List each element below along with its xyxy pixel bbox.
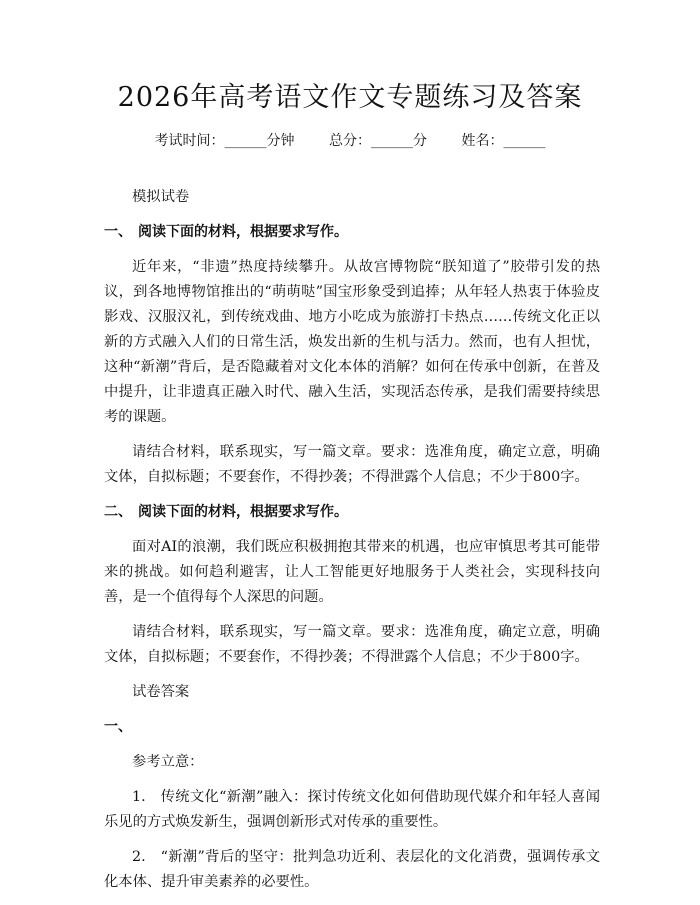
reference-ideas-label: 参考立意： xyxy=(132,754,204,770)
reference-idea-1: 1. 传统文化“新潮”融入：探讨传统文化如何借助现代媒介和年轻人喜闻乐见的方式焕发新生，强调创新形式对传承的重要性。 xyxy=(104,789,600,830)
exam-info xyxy=(0,130,700,152)
section-label-paper: 模拟试卷 xyxy=(132,189,190,205)
question-1-heading xyxy=(104,220,600,245)
question-2-instruction: 阅读下面的材料，根据要求写作。 xyxy=(138,504,348,520)
question-2-requirement: 请结合材料，联系现实，写一篇文章。要求：选准角度，确定立意，明确文体，自拟标题；不要套作，不得抄袭；不得泄露个人信息；不少于800字。 xyxy=(104,624,600,665)
page-title: 2026年高考语文作文专题练习及答案 xyxy=(117,82,583,113)
document-body xyxy=(104,185,600,905)
question-1-number: 一、 xyxy=(104,224,132,240)
question-1-instruction: 阅读下面的材料，根据要求写作。 xyxy=(138,224,348,240)
answer-1-number: 一、 xyxy=(104,719,132,735)
total-score-field: 总分：______分 xyxy=(329,133,427,149)
question-1-requirement: 请结合材料，联系现实，写一篇文章。要求：选准角度，确定立意，明确文体，自拟标题；不要套作，不得抄袭；不得泄露个人信息；不少于800字。 xyxy=(104,444,600,485)
question-2-material: 面对AI的浪潮，我们既应积极拥抱其带来的机遇，也应审慎思考其可能带来的挑战。如何趋利避害，让人工智能更好地服务于人类社会，实现科技向善，是一个值得每个人深思的问题。 xyxy=(104,539,600,605)
question-2-heading xyxy=(104,500,600,525)
exam-time-field: 考试时间：______分钟 xyxy=(154,133,295,149)
question-2-number: 二、 xyxy=(104,504,132,520)
question-1-material: 近年来，“非遗”热度持续攀升。从故宫博物院“朕知道了”胶带引发的热议，到各地博物馆推出的“萌萌哒”国宝形象受到追捧；从年轻人热衷于体验皮影戏、汉服汉礼，到传统戏曲、地方小吃成为旅游打卡热点……传统文化正以新的方式融入人们的日常生活，焕发出新的生机与活力。然而，也有人担忧，这种“新潮”背后，是否隐藏着对文化本体的消解？如何在传承中创新，在普及中提升，让非遗真正融入时代、融入生活，实现活态传承，是我们需要持续思考的课题。 xyxy=(104,259,600,425)
student-name-field: 姓名：______ xyxy=(461,133,546,149)
reference-idea-2: 2. “新潮”背后的坚守：批判急功近利、表层化的文化消费，强调传承文化本体、提升审美素养的必要性。 xyxy=(104,849,600,890)
section-label-answer: 试卷答案 xyxy=(132,684,190,700)
